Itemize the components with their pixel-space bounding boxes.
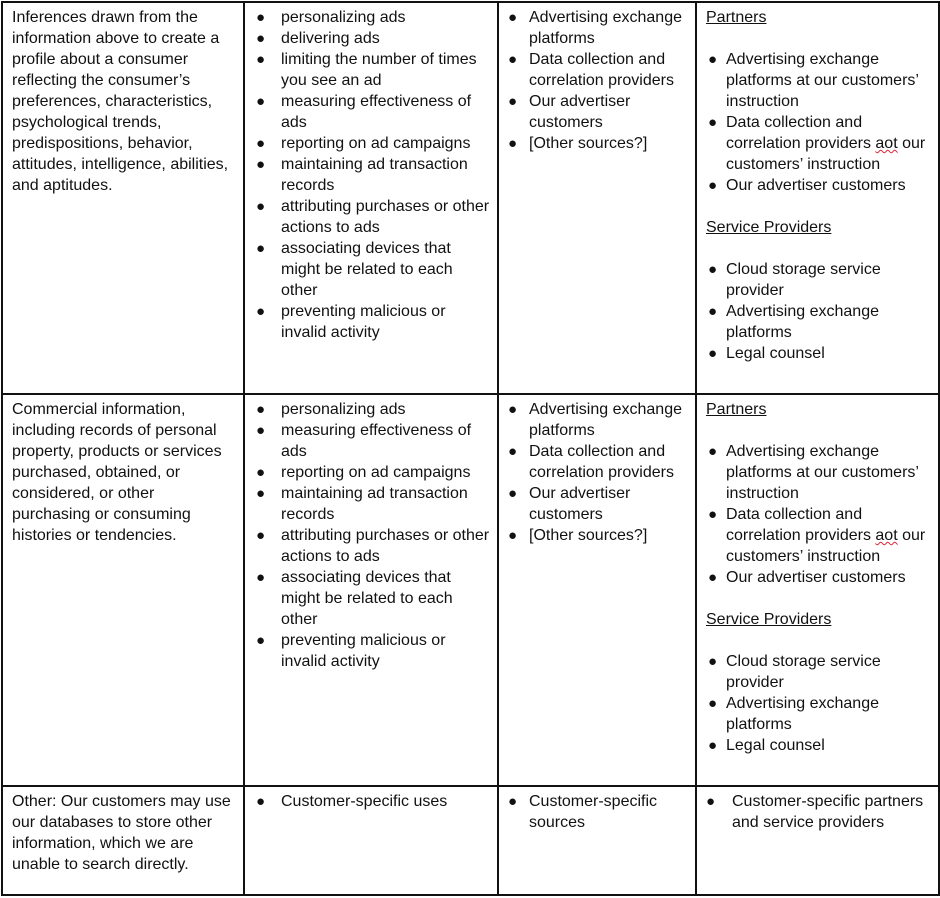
- bullet-icon: ●: [708, 114, 718, 131]
- bullet-icon: ●: [256, 30, 266, 47]
- list-item: ● Customer-specific sources: [508, 793, 658, 831]
- list-item: ● [Other sources?]: [508, 527, 648, 544]
- purposes-cell: [244, 394, 498, 786]
- table-row: [2, 2, 939, 394]
- list-item: ● maintaining ad transaction records: [256, 485, 468, 523]
- list-item: ● personalizing ads: [256, 401, 406, 418]
- bullet-icon: ●: [508, 485, 518, 502]
- list-item: ● Cloud storage service provider: [708, 261, 881, 299]
- bullet-icon: ●: [256, 401, 266, 418]
- list-item: ● delivering ads: [256, 30, 380, 47]
- list-item: ● Cloud storage service provider: [708, 653, 881, 691]
- list-item: ● reporting on ad campaigns: [256, 464, 471, 481]
- bullet-icon: ●: [256, 793, 266, 810]
- list-item: ● Advertising exchange platforms: [708, 303, 879, 341]
- bullet-icon: ●: [256, 632, 266, 649]
- bullet-icon: ●: [256, 156, 266, 173]
- partners-list: [706, 441, 932, 588]
- list-item: ● measuring effectiveness of ads: [256, 422, 472, 460]
- category-text: Other: Our customers may use our databases to store other information, which we are unable to search directly.: [12, 793, 231, 873]
- list-item: ● [Other sources?]: [508, 135, 648, 152]
- table-row: [2, 394, 939, 786]
- sources-cell: [498, 786, 696, 895]
- bullet-icon: ●: [256, 569, 266, 586]
- bullet-icon: ●: [256, 527, 266, 544]
- bullet-icon: ●: [708, 737, 718, 754]
- recipients-cell: [696, 2, 939, 394]
- sources-list: [508, 791, 689, 833]
- list-item: ● Our advertiser customers: [508, 485, 631, 523]
- list-item: ● attributing purchases or other actions to ads: [256, 198, 490, 236]
- bullet-icon: ●: [256, 51, 266, 68]
- bullet-icon: ●: [508, 9, 518, 26]
- list-item: ● limiting the number of times you see an ad: [256, 51, 477, 89]
- bullet-icon: ●: [708, 653, 718, 670]
- bullet-icon: ●: [256, 422, 266, 439]
- list-item: ● reporting on ad campaigns: [256, 135, 471, 152]
- bullet-icon: ●: [508, 135, 518, 152]
- list-item: ● Our advertiser customers: [708, 569, 906, 586]
- list-item: ● maintaining ad transaction records: [256, 156, 468, 194]
- bullet-icon: ●: [708, 506, 718, 523]
- bullet-icon: ●: [256, 198, 266, 215]
- bullet-icon: ●: [708, 177, 718, 194]
- bullet-icon: ●: [508, 51, 518, 68]
- misspelled-word: aot: [875, 135, 898, 152]
- category-text: Commercial information, including records of personal property, products or services purchased, obtained, or considered, or other purchasing or consuming histories or tendencies.: [12, 401, 222, 544]
- bullet-icon: ●: [508, 527, 518, 544]
- bullet-icon: ●: [708, 345, 718, 362]
- list-item: ● Our advertiser customers: [508, 93, 631, 131]
- bullet-icon: ●: [708, 569, 718, 586]
- data-disclosure-table: [1, 1, 940, 896]
- purposes-list: [254, 791, 491, 812]
- bullet-icon: ●: [508, 443, 518, 460]
- bullet-icon: ●: [706, 793, 716, 810]
- bullet-icon: ●: [708, 695, 718, 712]
- list-item: ● Advertising exchange platforms: [508, 401, 682, 439]
- list-item: ● Data collection and correlation providers: [508, 443, 674, 481]
- list-item: ● Advertising exchange platforms: [508, 9, 682, 47]
- bullet-icon: ●: [256, 485, 266, 502]
- bullet-icon: ●: [256, 93, 266, 110]
- table-row: [2, 786, 939, 895]
- list-item: ● Data collection and correlation providers: [508, 51, 674, 89]
- list-item: ● Advertising exchange platforms at our customers’ instruction: [708, 443, 919, 502]
- partners-list: [706, 49, 932, 196]
- recipients-list: [706, 791, 932, 833]
- category-cell: [2, 786, 244, 895]
- list-item: ● Advertising exchange platforms at our customers’ instruction: [708, 51, 919, 110]
- service-providers-heading: Service Providers: [706, 219, 832, 236]
- partners-heading: Partners: [706, 9, 767, 26]
- bullet-icon: ●: [708, 51, 718, 68]
- list-item: ● Customer-specific partners and service providers: [706, 793, 924, 831]
- list-item: ● Customer-specific uses: [256, 793, 448, 810]
- purposes-cell: [244, 786, 498, 895]
- category-cell: [2, 2, 244, 394]
- bullet-icon: ●: [256, 135, 266, 152]
- bullet-icon: ●: [708, 443, 718, 460]
- service-providers-list: [706, 259, 932, 364]
- list-item: ● preventing malicious or invalid activity: [256, 303, 446, 341]
- list-item: ● attributing purchases or other actions to ads: [256, 527, 490, 565]
- recipients-cell: [696, 786, 939, 895]
- recipients-cell: [696, 394, 939, 786]
- list-item: ● preventing malicious or invalid activity: [256, 632, 446, 670]
- list-item: ● associating devices that might be related to each other: [256, 569, 453, 628]
- bullet-icon: ●: [508, 401, 518, 418]
- category-text: Inferences drawn from the information above to create a profile about a consumer reflecting the consumer’s preferences, characteristics, psychological trends, predispositions, behavior, attitudes, intelligence, abilities, and aptitudes.: [12, 9, 229, 194]
- list-item: ● Legal counsel: [708, 737, 825, 754]
- bullet-icon: ●: [508, 93, 518, 110]
- list-item: ● personalizing ads: [256, 9, 406, 26]
- bullet-icon: ●: [708, 261, 718, 278]
- sources-list: [508, 7, 689, 154]
- bullet-icon: ●: [256, 240, 266, 257]
- list-item: ● Data collection and correlation providers aot our customers’ instruction: [708, 114, 926, 173]
- list-item: ● associating devices that might be related to each other: [256, 240, 453, 299]
- bullet-icon: ●: [708, 303, 718, 320]
- bullet-icon: ●: [508, 793, 518, 810]
- sources-cell: [498, 2, 696, 394]
- sources-list: [508, 399, 689, 546]
- list-item: ● measuring effectiveness of ads: [256, 93, 472, 131]
- purposes-cell: [244, 2, 498, 394]
- service-providers-heading: Service Providers: [706, 611, 832, 628]
- list-item: ● Our advertiser customers: [708, 177, 906, 194]
- bullet-icon: ●: [256, 464, 266, 481]
- list-item: ● Legal counsel: [708, 345, 825, 362]
- partners-heading: Partners: [706, 401, 767, 418]
- purposes-list: [254, 7, 491, 343]
- service-providers-list: [706, 651, 932, 756]
- sources-cell: [498, 394, 696, 786]
- list-item: ● Advertising exchange platforms: [708, 695, 879, 733]
- category-cell: [2, 394, 244, 786]
- bullet-icon: ●: [256, 9, 266, 26]
- purposes-list: [254, 399, 491, 672]
- misspelled-word: aot: [875, 527, 898, 544]
- list-item: ● Data collection and correlation providers aot our customers’ instruction: [708, 506, 926, 565]
- bullet-icon: ●: [256, 303, 266, 320]
